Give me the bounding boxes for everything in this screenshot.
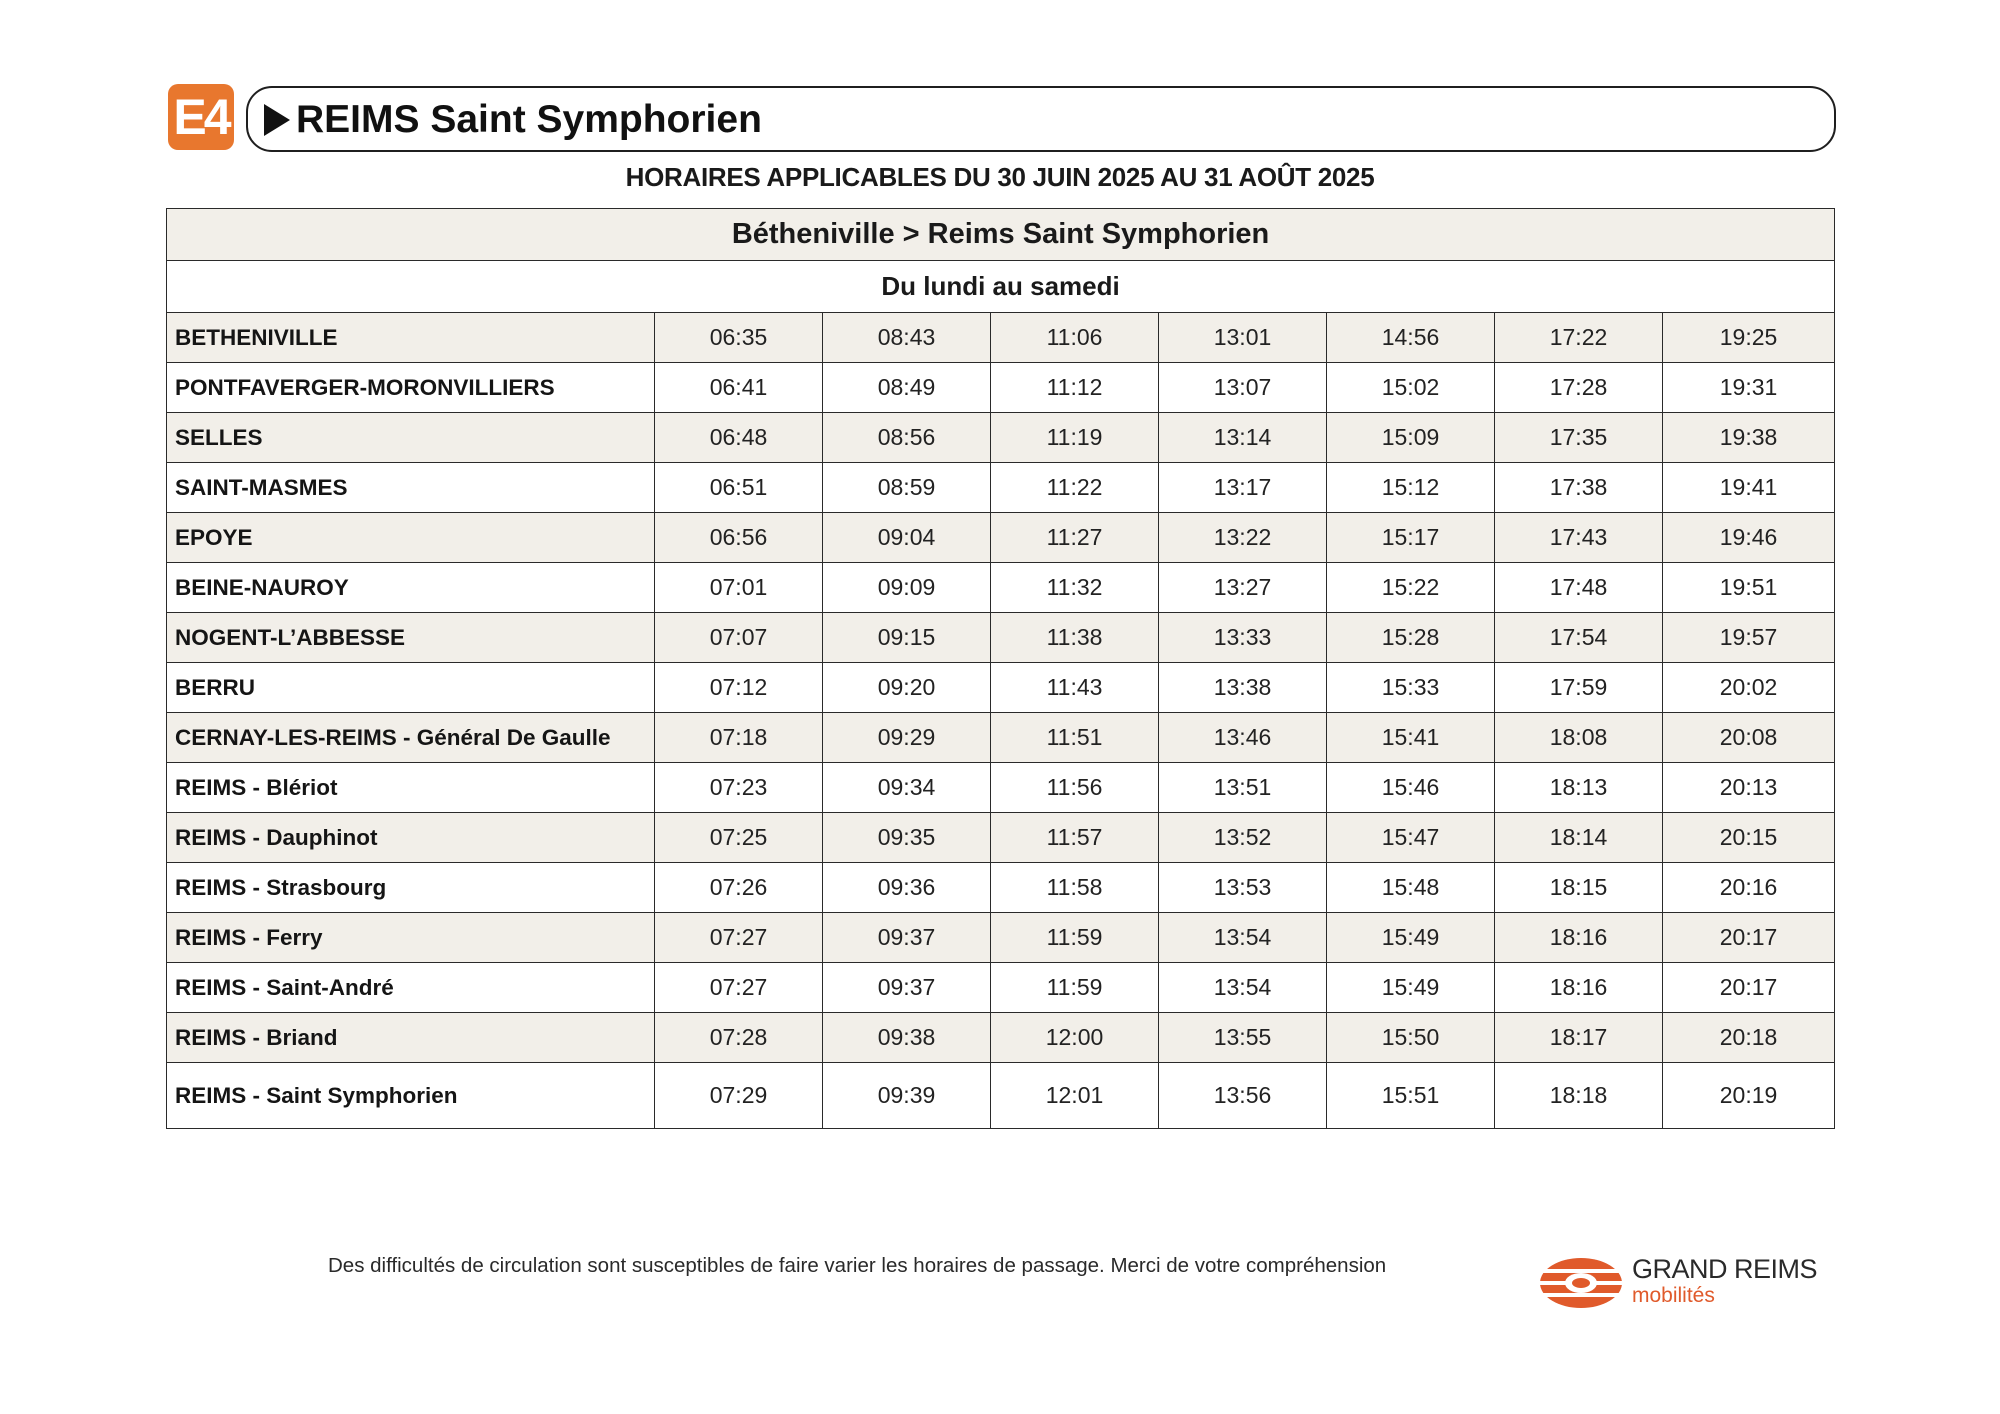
departure-time: 15:49 bbox=[1327, 913, 1495, 963]
departure-time: 09:35 bbox=[823, 813, 991, 863]
table-row bbox=[167, 763, 1835, 813]
departure-time: 07:27 bbox=[655, 963, 823, 1013]
table-row bbox=[167, 563, 1835, 613]
departure-time: 09:34 bbox=[823, 763, 991, 813]
departure-time: 07:28 bbox=[655, 1013, 823, 1063]
departure-time: 15:33 bbox=[1327, 663, 1495, 713]
departure-time: 13:54 bbox=[1159, 963, 1327, 1013]
table-row bbox=[167, 813, 1835, 863]
departure-time: 18:13 bbox=[1495, 763, 1663, 813]
table-row bbox=[167, 1063, 1835, 1129]
departure-time: 20:18 bbox=[1663, 1013, 1835, 1063]
brand-name: GRAND REIMS bbox=[1632, 1254, 1818, 1284]
table-row bbox=[167, 513, 1835, 563]
table-row bbox=[167, 363, 1835, 413]
departure-time: 13:46 bbox=[1159, 713, 1327, 763]
stop-name: SELLES bbox=[167, 413, 655, 463]
departure-time: 13:07 bbox=[1159, 363, 1327, 413]
table-row bbox=[167, 913, 1835, 963]
stop-name: REIMS - Blériot bbox=[167, 763, 655, 813]
departure-time: 13:38 bbox=[1159, 663, 1327, 713]
departure-time: 15:41 bbox=[1327, 713, 1495, 763]
departure-time: 11:59 bbox=[991, 963, 1159, 1013]
departure-time: 15:51 bbox=[1327, 1063, 1495, 1129]
table-row bbox=[167, 613, 1835, 663]
departure-time: 07:01 bbox=[655, 563, 823, 613]
stop-name: REIMS - Dauphinot bbox=[167, 813, 655, 863]
departure-time: 09:37 bbox=[823, 913, 991, 963]
departure-time: 20:16 bbox=[1663, 863, 1835, 913]
departure-time: 09:20 bbox=[823, 663, 991, 713]
departure-time: 13:14 bbox=[1159, 413, 1327, 463]
departure-time: 06:41 bbox=[655, 363, 823, 413]
departure-time: 07:26 bbox=[655, 863, 823, 913]
departure-time: 20:17 bbox=[1663, 963, 1835, 1013]
stop-name: BETHENIVILLE bbox=[167, 313, 655, 363]
departure-time: 13:56 bbox=[1159, 1063, 1327, 1129]
table-row bbox=[167, 713, 1835, 763]
table-row bbox=[167, 663, 1835, 713]
departure-time: 18:17 bbox=[1495, 1013, 1663, 1063]
departure-time: 13:52 bbox=[1159, 813, 1327, 863]
stop-name: BERRU bbox=[167, 663, 655, 713]
grand-reims-logo bbox=[1538, 1252, 1828, 1312]
departure-time: 09:37 bbox=[823, 963, 991, 1013]
departure-time: 11:43 bbox=[991, 663, 1159, 713]
departure-time: 19:51 bbox=[1663, 563, 1835, 613]
stop-name: BEINE-NAUROY bbox=[167, 563, 655, 613]
departure-time: 13:55 bbox=[1159, 1013, 1327, 1063]
brand-subtitle: mobilités bbox=[1632, 1284, 1715, 1307]
route-header-row bbox=[167, 209, 1835, 261]
departure-time: 12:01 bbox=[991, 1063, 1159, 1129]
departure-time: 09:39 bbox=[823, 1063, 991, 1129]
departure-time: 19:31 bbox=[1663, 363, 1835, 413]
departure-time: 13:17 bbox=[1159, 463, 1327, 513]
departure-time: 09:15 bbox=[823, 613, 991, 663]
departure-time: 11:38 bbox=[991, 613, 1159, 663]
departure-time: 18:16 bbox=[1495, 963, 1663, 1013]
departure-time: 20:15 bbox=[1663, 813, 1835, 863]
service-days: Du lundi au samedi bbox=[167, 261, 1835, 313]
departure-time: 17:43 bbox=[1495, 513, 1663, 563]
departure-time: 17:48 bbox=[1495, 563, 1663, 613]
departure-time: 08:56 bbox=[823, 413, 991, 463]
departure-time: 07:29 bbox=[655, 1063, 823, 1129]
stop-name: REIMS - Saint Symphorien bbox=[167, 1063, 655, 1129]
stop-name: REIMS - Strasbourg bbox=[167, 863, 655, 913]
departure-time: 18:08 bbox=[1495, 713, 1663, 763]
stop-name: SAINT-MASMES bbox=[167, 463, 655, 513]
departure-time: 06:48 bbox=[655, 413, 823, 463]
departure-time: 20:08 bbox=[1663, 713, 1835, 763]
departure-time: 06:35 bbox=[655, 313, 823, 363]
departure-time: 17:54 bbox=[1495, 613, 1663, 663]
table-row bbox=[167, 863, 1835, 913]
departure-time: 11:51 bbox=[991, 713, 1159, 763]
departure-time: 15:48 bbox=[1327, 863, 1495, 913]
departure-time: 06:56 bbox=[655, 513, 823, 563]
departure-time: 13:51 bbox=[1159, 763, 1327, 813]
departure-time: 15:46 bbox=[1327, 763, 1495, 813]
validity-period: HORAIRES APPLICABLES DU 30 JUIN 2025 AU 31 AOÛT 2025 bbox=[625, 162, 1375, 192]
departure-time: 09:29 bbox=[823, 713, 991, 763]
departure-time: 13:01 bbox=[1159, 313, 1327, 363]
departure-time: 08:49 bbox=[823, 363, 991, 413]
departure-time: 11:59 bbox=[991, 913, 1159, 963]
disclaimer-note: Des difficultés de circulation sont susceptibles de faire varier les horaires de passage. Merci de votre compréhension bbox=[328, 1254, 1387, 1277]
stop-name: CERNAY-LES-REIMS - Général De Gaulle bbox=[167, 713, 655, 763]
departure-time: 13:27 bbox=[1159, 563, 1327, 613]
departure-time: 20:13 bbox=[1663, 763, 1835, 813]
departure-time: 19:25 bbox=[1663, 313, 1835, 363]
play-arrow-icon bbox=[264, 104, 290, 136]
departure-time: 19:57 bbox=[1663, 613, 1835, 663]
departure-time: 15:22 bbox=[1327, 563, 1495, 613]
route-title: Bétheniville > Reims Saint Symphorien bbox=[167, 209, 1835, 261]
departure-time: 13:22 bbox=[1159, 513, 1327, 563]
departure-time: 17:22 bbox=[1495, 313, 1663, 363]
departure-time: 07:07 bbox=[655, 613, 823, 663]
departure-time: 15:02 bbox=[1327, 363, 1495, 413]
departure-time: 15:50 bbox=[1327, 1013, 1495, 1063]
departure-time: 11:57 bbox=[991, 813, 1159, 863]
departure-time: 11:27 bbox=[991, 513, 1159, 563]
departure-time: 18:15 bbox=[1495, 863, 1663, 913]
grand-reims-logo-icon bbox=[1538, 1256, 1624, 1310]
departure-time: 07:12 bbox=[655, 663, 823, 713]
departure-time: 20:19 bbox=[1663, 1063, 1835, 1129]
departure-time: 08:59 bbox=[823, 463, 991, 513]
departure-time: 09:36 bbox=[823, 863, 991, 913]
departure-time: 09:38 bbox=[823, 1013, 991, 1063]
departure-time: 17:59 bbox=[1495, 663, 1663, 713]
table-row bbox=[167, 1013, 1835, 1063]
departure-time: 19:38 bbox=[1663, 413, 1835, 463]
table-row bbox=[167, 413, 1835, 463]
table-row bbox=[167, 313, 1835, 363]
departure-time: 15:12 bbox=[1327, 463, 1495, 513]
departure-time: 13:54 bbox=[1159, 913, 1327, 963]
departure-time: 11:06 bbox=[991, 313, 1159, 363]
departure-time: 15:28 bbox=[1327, 613, 1495, 663]
departure-time: 18:14 bbox=[1495, 813, 1663, 863]
departure-time: 07:18 bbox=[655, 713, 823, 763]
stop-name: REIMS - Ferry bbox=[167, 913, 655, 963]
departure-time: 14:56 bbox=[1327, 313, 1495, 363]
stop-name: REIMS - Briand bbox=[167, 1013, 655, 1063]
departure-time: 13:53 bbox=[1159, 863, 1327, 913]
departure-time: 12:00 bbox=[991, 1013, 1159, 1063]
departure-time: 15:49 bbox=[1327, 963, 1495, 1013]
departure-time: 19:41 bbox=[1663, 463, 1835, 513]
stop-name: EPOYE bbox=[167, 513, 655, 563]
departure-time: 18:18 bbox=[1495, 1063, 1663, 1129]
stop-name: REIMS - Saint-André bbox=[167, 963, 655, 1013]
departure-time: 08:43 bbox=[823, 313, 991, 363]
departure-time: 20:02 bbox=[1663, 663, 1835, 713]
departure-time: 17:35 bbox=[1495, 413, 1663, 463]
departure-time: 07:23 bbox=[655, 763, 823, 813]
departure-time: 11:58 bbox=[991, 863, 1159, 913]
departure-time: 11:19 bbox=[991, 413, 1159, 463]
departure-time: 06:51 bbox=[655, 463, 823, 513]
departure-time: 15:47 bbox=[1327, 813, 1495, 863]
timetable bbox=[166, 208, 1835, 1129]
departure-time: 11:56 bbox=[991, 763, 1159, 813]
departure-time: 15:09 bbox=[1327, 413, 1495, 463]
stop-name: PONTFAVERGER-MORONVILLIERS bbox=[167, 363, 655, 413]
line-badge: E4 bbox=[168, 84, 234, 150]
departure-time: 18:16 bbox=[1495, 913, 1663, 963]
stop-name: NOGENT-L’ABBESSE bbox=[167, 613, 655, 663]
departure-time: 15:17 bbox=[1327, 513, 1495, 563]
table-row bbox=[167, 463, 1835, 513]
departure-time: 11:22 bbox=[991, 463, 1159, 513]
title-box bbox=[246, 86, 1836, 152]
departure-time: 13:33 bbox=[1159, 613, 1327, 663]
departure-time: 17:38 bbox=[1495, 463, 1663, 513]
page-title: REIMS Saint Symphorien bbox=[296, 98, 762, 141]
days-header-row bbox=[167, 261, 1835, 313]
departure-time: 11:32 bbox=[991, 563, 1159, 613]
departure-time: 17:28 bbox=[1495, 363, 1663, 413]
departure-time: 19:46 bbox=[1663, 513, 1835, 563]
departure-time: 09:09 bbox=[823, 563, 991, 613]
table-row bbox=[167, 963, 1835, 1013]
departure-time: 07:25 bbox=[655, 813, 823, 863]
departure-time: 20:17 bbox=[1663, 913, 1835, 963]
departure-time: 07:27 bbox=[655, 913, 823, 963]
departure-time: 11:12 bbox=[991, 363, 1159, 413]
departure-time: 09:04 bbox=[823, 513, 991, 563]
